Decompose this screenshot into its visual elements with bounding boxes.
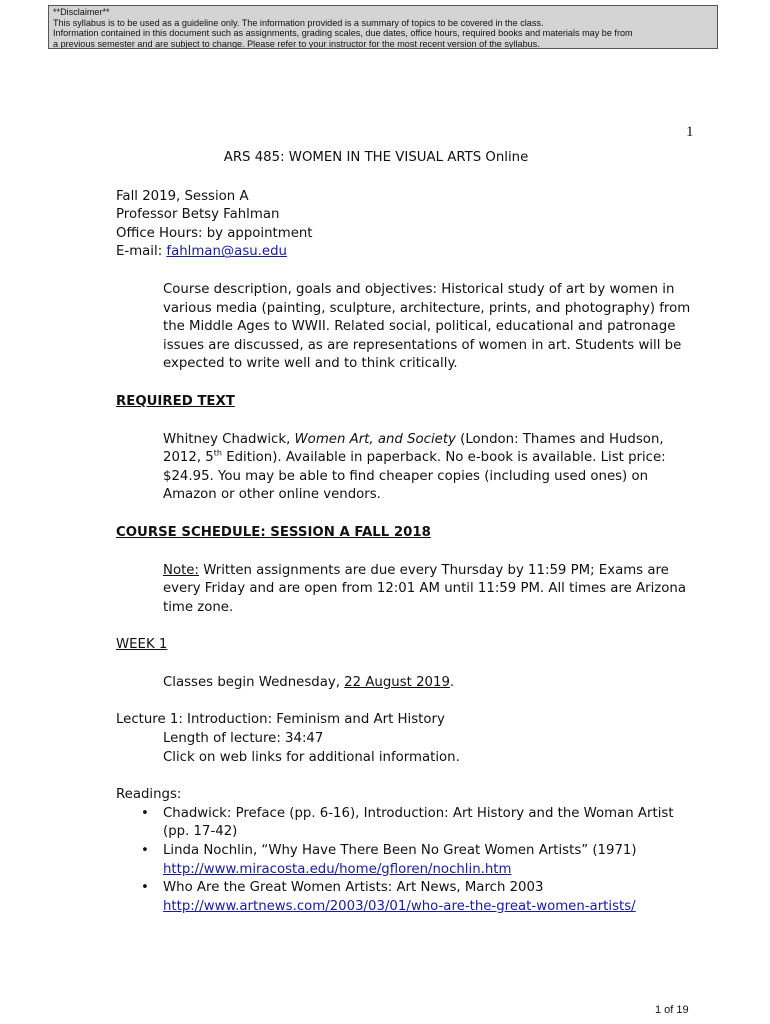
footer-page-number: 1 of 19 [655,1004,689,1016]
note-text: Written assignments are due every Thursday by 11:59 PM; Exams are every Friday and are open from 12:01 AM until 11:59 PM. All times are Arizona time zone. [163,562,686,615]
email-label: E-mail: [116,244,167,260]
book-publisher: (London: Thames and Hudson, 2012, 5 [163,431,664,466]
book-title: Women Art, and Society [294,431,456,447]
lecture-links-note: Click on web links for additional information. [163,749,460,765]
required-text-heading: REQUIRED TEXT [116,393,235,409]
lecture-length: Length of lecture: 34:47 [163,731,324,747]
classes-begin-prefix: Classes begin Wednesday, [163,674,345,690]
disclaimer-box [48,5,718,49]
disclaimer-line: a previous semester and are subject to change. Please refer to your instructor for the most recent version of the syllabus. [53,38,540,49]
readings-label: Readings: [116,787,182,803]
edition-superscript: th [213,448,222,458]
reading-item [116,805,696,842]
reading-text: Chadwick: Preface (pp. 6-16), Introduction: Art History and the Woman Artist (pp. 17-42) [163,805,674,840]
readings-section [116,786,696,916]
email-link[interactable]: fahlman@asu.edu [166,244,287,260]
required-text-details [116,431,696,505]
book-availability: Edition). Available in paperback. No e-book is available. List price: $24.95. You may be able to find cheaper copies (including used ones) on Amazon or other online vendors. [163,450,666,503]
course-info [116,188,696,262]
schedule-heading: COURSE SCHEDULE: SESSION A FALL 2018 [116,524,431,540]
lecture-1 [116,711,696,767]
reading-link[interactable]: http://www.miracosta.edu/home/gfloren/nochlin.htm [163,861,512,877]
office-hours: Office Hours: by appointment [116,225,313,241]
professor: Professor Betsy Fahlman [116,207,280,223]
reading-link[interactable]: http://www.artnews.com/2003/03/01/who-are-the-great-women-artists/ [163,898,636,914]
disclaimer-line: **Disclaimer** [53,7,110,17]
course-title: ARS 485: WOMEN IN THE VISUAL ARTS Online [223,150,529,165]
disclaimer-line: This syllabus is to be used as a guideline only. The information provided is a summary of topics to be covered in the class. [53,17,544,28]
readings-list [116,805,696,917]
classes-begin [116,674,696,693]
lecture-title: Lecture 1: Introduction: Feminism and Art History [116,712,445,728]
note-label: Note: [163,562,199,578]
reading-text: • Who Are the Great Women Artists: Art News, March 2003 [163,880,544,896]
reading-item [116,879,696,916]
email-line [116,243,696,262]
course-description: Course description, goals and objectives: Historical study of art by women in various media (painting, sculpture, architecture, prints, and photography) from the Middle Ages to WWII. Related social, political, educational and patronage issues are discussed, as are representations of women in art. Students will be expected to write well and to think critically. [163,281,691,372]
book-author: Whitney Chadwick, [163,431,295,447]
term: Fall 2019, Session A [116,188,249,204]
classes-begin-date: 22 August 2019 [344,674,450,690]
schedule-note [116,562,696,618]
reading-text: • Linda Nochlin, “Why Have There Been No Great Women Artists” (1971) [163,843,637,859]
reading-item [116,842,696,879]
syllabus-body [116,148,696,916]
week-label: WEEK 1 [116,637,168,653]
disclaimer-line: Information contained in this document such as assignments, grading scales, due dates, office hours, required books and materials may be from [53,28,633,38]
classes-begin-suffix: . [449,674,455,690]
page-number-top: 1 [686,124,694,140]
